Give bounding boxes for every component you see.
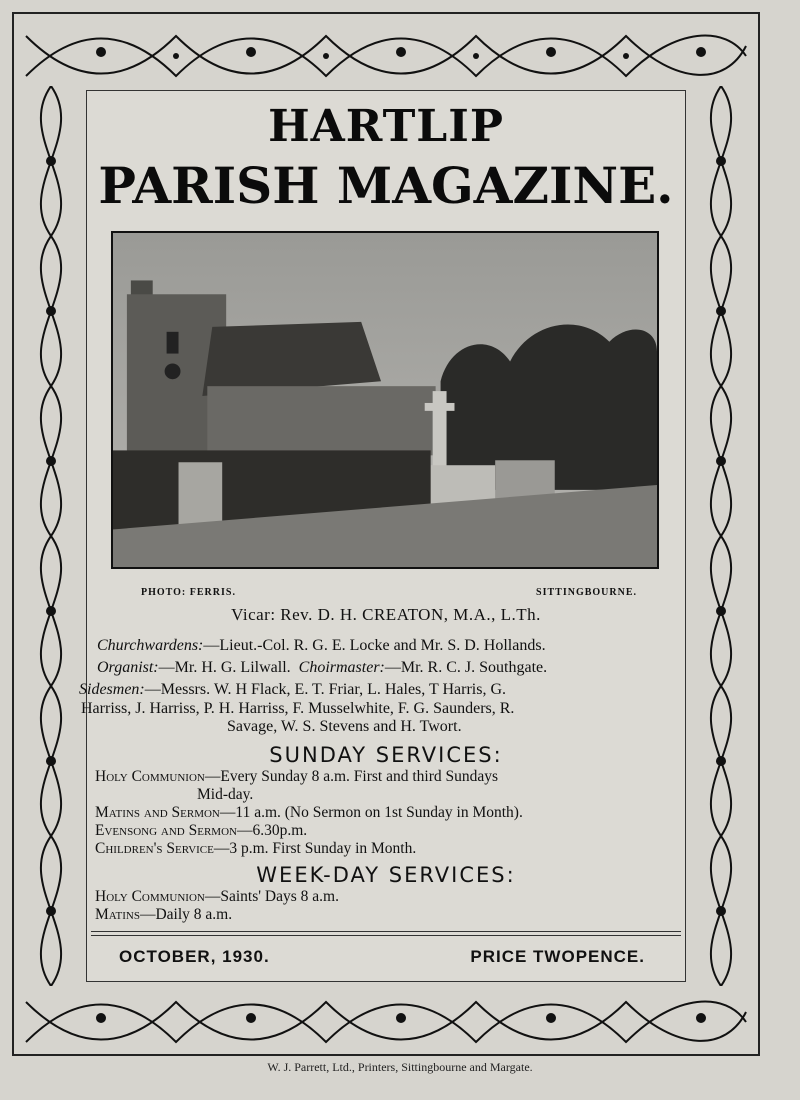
weekday-matins (95, 906, 232, 924)
choirmaster-label: Choirmaster: (298, 659, 385, 676)
ornamental-border-right (686, 86, 756, 986)
weekday-matins-label: Matins (95, 906, 140, 923)
weekday-matins-text: —Daily 8 a.m. (139, 906, 233, 923)
sidesmen-line2: Harriss, J. Harriss, P. H. Harriss, F. Musselwhite, F. G. Saunders, R. (81, 700, 515, 717)
churchwardens-text: —Lieut.-Col. R. G. E. Locke and Mr. S. D. Hollands. (203, 637, 546, 654)
choirmaster-text: —Mr. R. C. J. Southgate. (384, 659, 548, 676)
sunday-holy-communion (95, 768, 498, 786)
weekday-holy-communion (95, 888, 339, 906)
sidesmen-line1 (79, 681, 506, 699)
churchwardens-label: Churchwardens: (97, 637, 204, 654)
organist-label: Organist: (97, 659, 159, 676)
issue-date: OCTOBER, 1930. (119, 947, 270, 966)
weekday-services-heading: WEEK-DAY SERVICES: (256, 863, 516, 887)
organist-text: —Mr. H. G. Lilwall. (158, 659, 291, 676)
photo-credit-left: PHOTO: FERRIS. (141, 587, 236, 598)
sunday-childrens-text: —3 p.m. First Sunday in Month. (213, 840, 417, 857)
sunday-services-heading: SUNDAY SERVICES: (269, 743, 503, 767)
sunday-matins-text: —11 a.m. (No Sermon on 1st Sunday in Month). (219, 804, 523, 821)
sunday-evensong-text: —6.30p.m. (236, 822, 308, 839)
photo-credit-right: SITTINGBOURNE. (536, 587, 637, 598)
ornamental-border-top (16, 16, 756, 88)
sunday-holy-communion-cont: Mid-day. (197, 786, 254, 803)
church-photo (111, 231, 659, 569)
sidesmen-label: Sidesmen: (79, 681, 145, 698)
sunday-holy-communion-text: —Every Sunday 8 a.m. First and third Sundays (204, 768, 499, 785)
sunday-holy-communion-label: Holy Communion (95, 768, 205, 785)
ornamental-border-left (16, 86, 86, 986)
weekday-holy-communion-text: —Saints' Days 8 a.m. (204, 888, 339, 905)
issue-price: PRICE TWOPENCE. (470, 947, 645, 966)
sunday-matins (95, 804, 523, 822)
title-line2: PARISH MAGAZINE. (98, 156, 674, 215)
sidesmen-line3: Savage, W. S. Stevens and H. Twort. (227, 718, 462, 735)
printer-imprint: W. J. Parrett, Ltd., Printers, Sittingbourne and Margate. (267, 1060, 533, 1074)
sunday-evensong (95, 822, 307, 840)
footer-rule-top (91, 931, 681, 932)
ornamental-border-bottom (16, 982, 756, 1054)
sunday-matins-label: Matins and Sermon (95, 804, 220, 821)
sunday-childrens-label: Children's Service (95, 840, 214, 857)
organist-line (97, 659, 547, 677)
weekday-holy-communion-label: Holy Communion (95, 888, 205, 905)
churchwardens-line (97, 637, 546, 655)
title-line1: HARTLIP (268, 101, 504, 152)
sunday-childrens-service (95, 840, 416, 858)
footer-rule-bottom (91, 935, 681, 936)
sunday-evensong-label: Evensong and Sermon (95, 822, 237, 839)
content-panel (79, 90, 686, 982)
vicar-line: Vicar: Rev. D. H. CREATON, M.A., L.Th. (231, 605, 541, 624)
sidesmen-text1: —Messrs. W. H Flack, E. T. Friar, L. Hales, T Harris, G. (144, 681, 507, 698)
